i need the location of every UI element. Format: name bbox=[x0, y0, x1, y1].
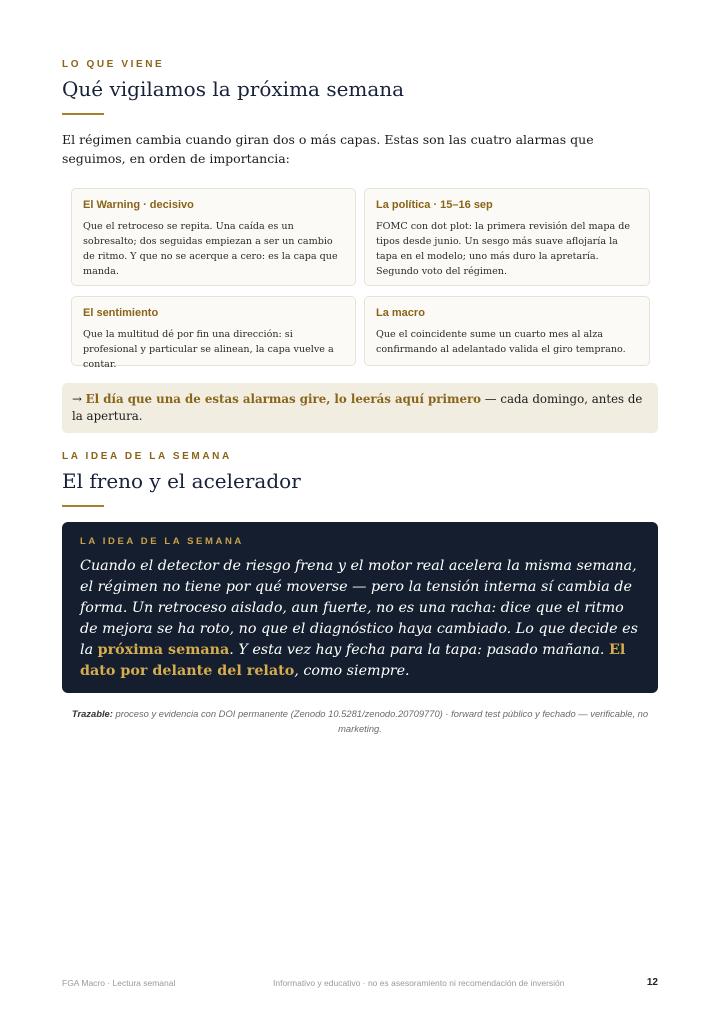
quote-text: . Y esta vez hay fecha para la tapa: pasado mañana. bbox=[229, 642, 609, 658]
alarm-card-politica bbox=[364, 188, 650, 286]
alarm-callout bbox=[62, 383, 658, 433]
quote-highlight: El dato por delante del relato bbox=[80, 642, 626, 679]
traceability-note bbox=[62, 706, 658, 736]
card-text: Que el coincidente sume un cuarto mes al alza confirmando al adelantado valida el giro temprano. bbox=[376, 329, 626, 355]
section-kicker: LO QUE VIENE bbox=[62, 59, 165, 70]
card-text: FOMC con dot plot: la primera revisión del mapa de tipos desde junio. Un sesgo más suave aflojaría la tapa en el modelo; uno más duro la apretaría. Segundo voto del régimen. bbox=[376, 221, 631, 277]
title-underline bbox=[62, 113, 104, 115]
alarm-card-sentimiento bbox=[71, 296, 356, 370]
arrow-icon: → bbox=[72, 392, 82, 406]
page-footer bbox=[62, 978, 658, 988]
footer-publication: FGA Macro · Lectura semanal bbox=[62, 978, 176, 988]
idea-box-kicker: LA IDEA DE LA SEMANA bbox=[80, 536, 244, 547]
quote-text: Cuando el detector de riesgo frena y el motor real acelera la misma semana, el régimen no tiene por qué moverse — pero la tensión interna sí cambia de forma. Un retroceso aislado, aun fuerte, no es una racha: dice que el ritmo de mejora se ha roto, no que el diagnóstico haya cambiado. Lo que decide es la bbox=[80, 558, 638, 658]
quote-text: , como siempre. bbox=[294, 663, 410, 679]
trace-label: Trazable: bbox=[71, 708, 113, 719]
card-title: La macro bbox=[376, 307, 425, 319]
card-title: El sentimiento bbox=[83, 307, 159, 319]
card-title: El Warning · decisivo bbox=[83, 199, 194, 211]
card-text: Que la multitud dé por fin una dirección: si profesional y particular se alinean, la capa vuelve a contar. bbox=[83, 329, 334, 370]
idea-box-quote bbox=[80, 556, 640, 682]
page-number: 12 bbox=[646, 977, 658, 988]
alarm-card-macro bbox=[364, 296, 650, 366]
section-kicker-idea: LA IDEA DE LA SEMANA bbox=[62, 451, 232, 462]
alarm-cards-grid bbox=[71, 188, 659, 370]
quote-highlight: próxima semana bbox=[97, 642, 230, 658]
callout-text: — cada domingo, antes de la apertura. bbox=[72, 392, 643, 423]
footer-disclaimer: Informativo y educativo · no es asesoramiento ni recomendación de inversión bbox=[273, 978, 565, 988]
alarm-card-warning bbox=[71, 188, 356, 286]
card-text: Que el retroceso se repita. Una caída es un sobresalto; dos seguidas empiezan a ser un cambio de ritmo. Y que no se acerque a cero: es la capa que manda. bbox=[83, 221, 338, 277]
intro-paragraph: El régimen cambia cuando giran dos o más capas. Estas son las cuatro alarmas que seguimos, en orden de importancia: bbox=[62, 132, 594, 166]
section-title: Qué vigilamos la próxima semana bbox=[62, 77, 405, 101]
section-title-idea: El freno y el acelerador bbox=[62, 469, 301, 493]
idea-box bbox=[62, 522, 658, 693]
callout-highlight: El día que una de estas alarmas gire, lo leerás aquí primero bbox=[85, 392, 482, 406]
trace-text: proceso y evidencia con DOI permanente (Zenodo 10.5281/zenodo.20709770) · forward test público y fechado — verificable, no marketing. bbox=[112, 708, 649, 734]
title-underline bbox=[62, 505, 104, 507]
card-title: La política · 15–16 sep bbox=[376, 199, 493, 211]
